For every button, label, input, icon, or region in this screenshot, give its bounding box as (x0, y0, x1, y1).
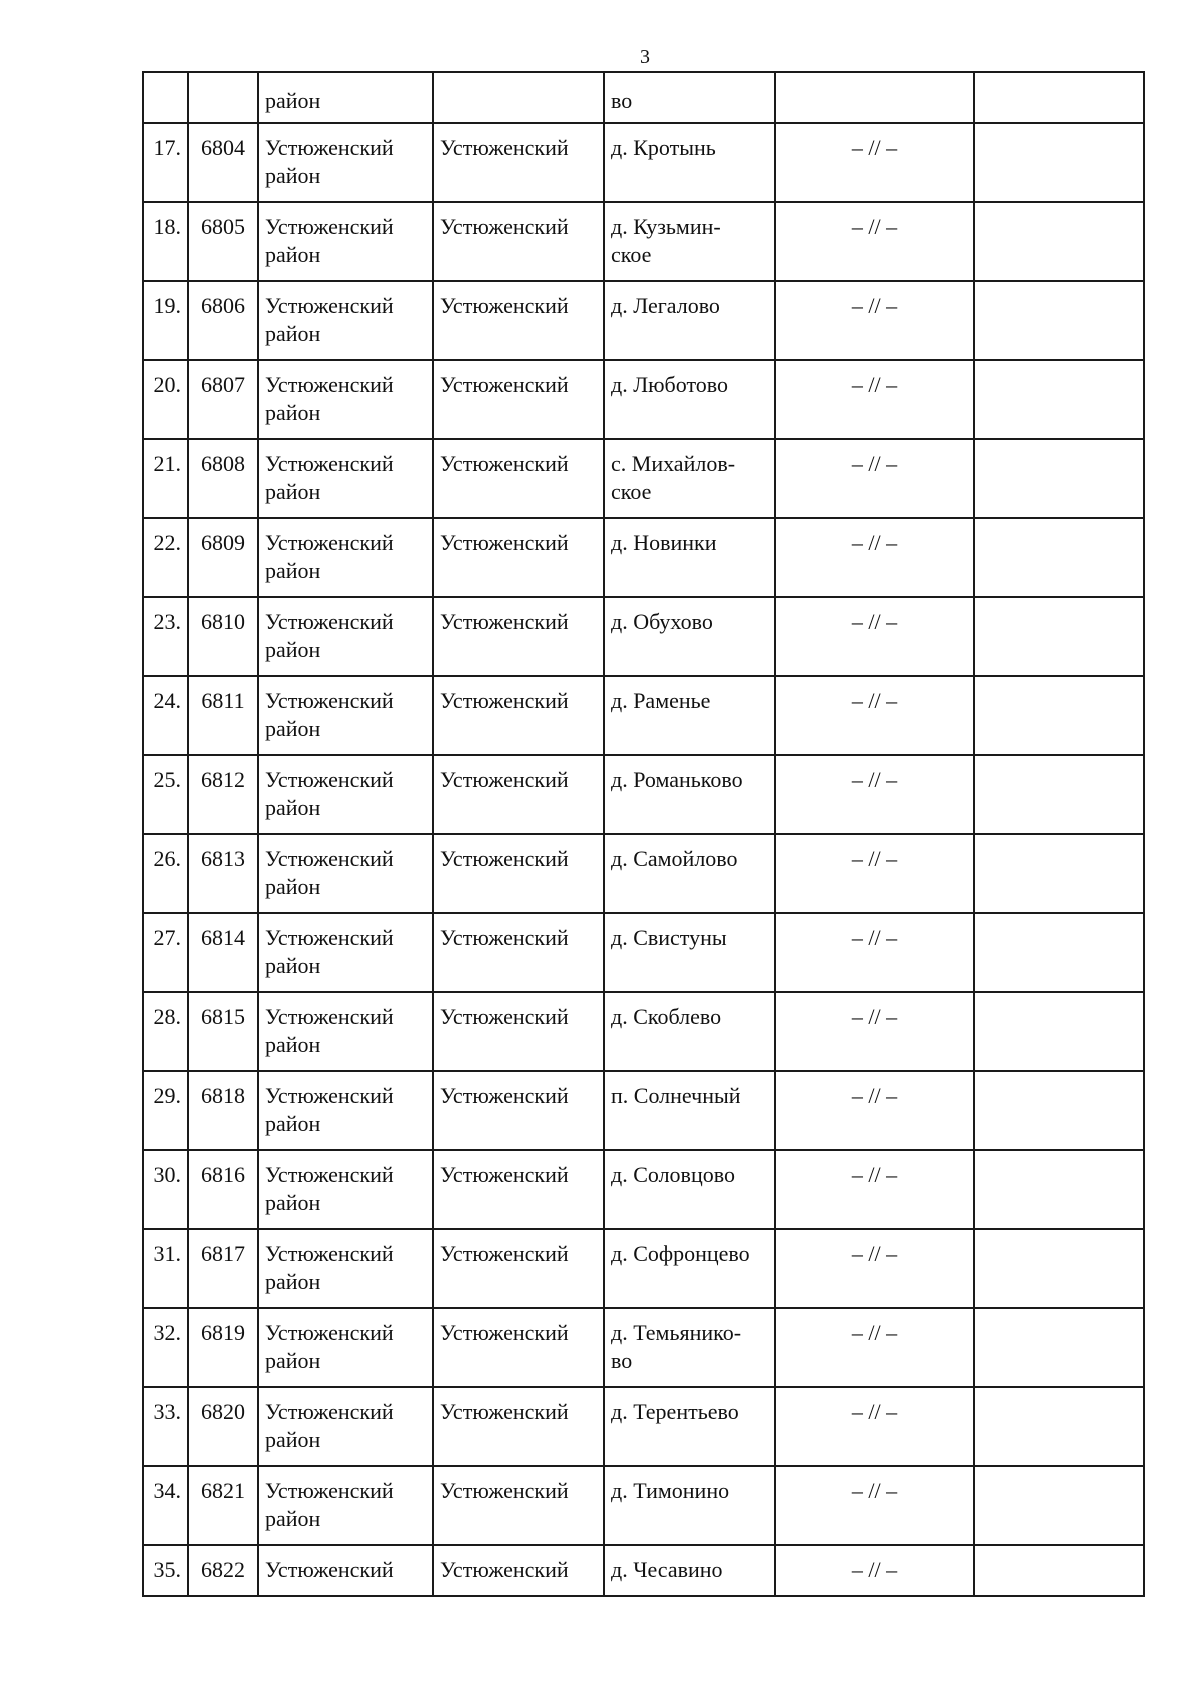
cell-note (974, 439, 1144, 518)
cell-locality-line: ское (611, 242, 652, 267)
cell-district-line: район (265, 321, 321, 346)
cell-district (258, 676, 433, 755)
cell-district-line: район (265, 1348, 321, 1373)
table-row (143, 439, 1144, 518)
continued-row (143, 72, 1144, 123)
cell-municipality: Устюженский (433, 1150, 604, 1229)
cell-locality (604, 281, 775, 360)
cell-locality (604, 360, 775, 439)
cell-district (258, 518, 433, 597)
cell-number: 24. (143, 676, 188, 755)
cell-number: 32. (143, 1308, 188, 1387)
cell-municipality: Устюженский (433, 597, 604, 676)
cell-locality (604, 1545, 775, 1596)
cell-district-line: район (265, 1506, 321, 1531)
cell-number: 18. (143, 202, 188, 281)
cell-district (258, 202, 433, 281)
cell-district-line: Устюженский (265, 530, 394, 555)
cell-locality-line: д. Свистуны (611, 925, 727, 950)
cell-district-line: район (265, 953, 321, 978)
cell-district (258, 281, 433, 360)
cell-note (974, 992, 1144, 1071)
cell-locality (604, 1387, 775, 1466)
cell-locality-line: д. Скоблево (611, 1004, 722, 1029)
table-row (143, 1150, 1144, 1229)
cell-district (258, 1308, 433, 1387)
cell-locality (604, 834, 775, 913)
table-row (143, 1387, 1144, 1466)
cell-note (974, 281, 1144, 360)
cell-municipality: Устюженский (433, 1466, 604, 1545)
cell-status: – // – (775, 1308, 974, 1387)
cell-code: 6810 (188, 597, 258, 676)
cell-locality-line: д. Темьянико- (611, 1320, 742, 1345)
cell-district-line: Устюженский (265, 767, 394, 792)
cell-number: 20. (143, 360, 188, 439)
table-row (143, 913, 1144, 992)
cell-district-line: Устюженский (265, 293, 394, 318)
cell-locality-line: п. Солнечный (611, 1083, 741, 1108)
cell-district-line: район (265, 242, 321, 267)
cell-municipality: Устюженский (433, 439, 604, 518)
cell-note (974, 202, 1144, 281)
cell-district-line: район (265, 1111, 321, 1136)
cell-code: 6808 (188, 439, 258, 518)
cell-locality-line: д. Самойлово (611, 846, 738, 871)
cell-code (188, 72, 258, 123)
settlements-table (142, 71, 1145, 1597)
cell-municipality: Устюженский (433, 202, 604, 281)
cell-note (974, 1545, 1144, 1596)
cell-note (974, 72, 1144, 123)
table-row (143, 123, 1144, 202)
cell-number: 27. (143, 913, 188, 992)
cell-code: 6818 (188, 1071, 258, 1150)
cell-number: 33. (143, 1387, 188, 1466)
cell-district (258, 755, 433, 834)
table-row (143, 518, 1144, 597)
cell-district-line: Устюженский (265, 451, 394, 476)
cell-district-line: Устюженский (265, 925, 394, 950)
cell-municipality: Устюженский (433, 676, 604, 755)
cell-note (974, 360, 1144, 439)
cell-locality-line: д. Кузьмин- (611, 214, 721, 239)
cell-district (258, 1545, 433, 1596)
cell-district (258, 597, 433, 676)
cell-district-line: район (265, 1427, 321, 1452)
cell-locality-line: д. Кротынь (611, 135, 716, 160)
cell-municipality: Устюженский (433, 1387, 604, 1466)
cell-locality (604, 1466, 775, 1545)
cell-district-line: Устюженский (265, 372, 394, 397)
cell-note (974, 913, 1144, 992)
cell-district-line: Устюженский (265, 1004, 394, 1029)
cell-note (974, 518, 1144, 597)
cell-note (974, 755, 1144, 834)
cell-status: – // – (775, 1071, 974, 1150)
cell-note (974, 597, 1144, 676)
cell-locality-line: д. Соловцово (611, 1162, 735, 1187)
cell-district-line: Устюженский (265, 1557, 394, 1582)
cell-number: 30. (143, 1150, 188, 1229)
table-row (143, 202, 1144, 281)
cell-locality (604, 755, 775, 834)
cell-district-line: район (265, 1269, 321, 1294)
table-row (143, 992, 1144, 1071)
cell-district-line: Устюженский (265, 1083, 394, 1108)
cell-code: 6806 (188, 281, 258, 360)
cell-district-line: район (265, 637, 321, 662)
cell-code: 6814 (188, 913, 258, 992)
cell-code: 6822 (188, 1545, 258, 1596)
cell-district: район (258, 72, 433, 123)
cell-district-line: Устюженский (265, 688, 394, 713)
cell-district-line: район (265, 1190, 321, 1215)
cell-municipality: Устюженский (433, 755, 604, 834)
cell-locality (604, 913, 775, 992)
cell-code: 6819 (188, 1308, 258, 1387)
cell-municipality: Устюженский (433, 518, 604, 597)
table-row (143, 1466, 1144, 1545)
cell-status: – // – (775, 1466, 974, 1545)
cell-status: – // – (775, 439, 974, 518)
cell-number: 19. (143, 281, 188, 360)
cell-code: 6821 (188, 1466, 258, 1545)
table-row (143, 834, 1144, 913)
cell-status: – // – (775, 1150, 974, 1229)
cell-locality-line: ское (611, 479, 652, 504)
cell-code: 6804 (188, 123, 258, 202)
cell-district-line: Устюженский (265, 1399, 394, 1424)
cell-municipality: Устюженский (433, 1545, 604, 1596)
cell-status: – // – (775, 1545, 974, 1596)
cell-status: – // – (775, 1387, 974, 1466)
cell-district-line: Устюженский (265, 609, 394, 634)
cell-locality (604, 676, 775, 755)
cell-number: 28. (143, 992, 188, 1071)
cell-locality-line: д. Тимонино (611, 1478, 730, 1503)
cell-number: 29. (143, 1071, 188, 1150)
cell-status: – // – (775, 834, 974, 913)
cell-code: 6805 (188, 202, 258, 281)
cell-number: 26. (143, 834, 188, 913)
table-row (143, 755, 1144, 834)
cell-locality (604, 992, 775, 1071)
cell-district-line: Устюженский (265, 135, 394, 160)
cell-code: 6809 (188, 518, 258, 597)
cell-locality-line: с. Михайлов- (611, 451, 736, 476)
cell-locality-line: д. Софронцево (611, 1241, 750, 1266)
cell-code: 6815 (188, 992, 258, 1071)
cell-district-line: Устюженский (265, 1478, 394, 1503)
cell-district (258, 1387, 433, 1466)
cell-municipality: Устюженский (433, 281, 604, 360)
cell-municipality: Устюженский (433, 834, 604, 913)
cell-district-line: район (265, 400, 321, 425)
cell-code: 6820 (188, 1387, 258, 1466)
cell-locality (604, 1308, 775, 1387)
cell-locality (604, 202, 775, 281)
table-row (143, 676, 1144, 755)
table-row (143, 1308, 1144, 1387)
cell-district (258, 1466, 433, 1545)
cell-code: 6816 (188, 1150, 258, 1229)
cell-number: 31. (143, 1229, 188, 1308)
cell-number: 25. (143, 755, 188, 834)
cell-status: – // – (775, 755, 974, 834)
cell-status: – // – (775, 123, 974, 202)
table-row (143, 1545, 1144, 1596)
cell-code: 6812 (188, 755, 258, 834)
cell-locality (604, 439, 775, 518)
cell-status: – // – (775, 202, 974, 281)
cell-district (258, 439, 433, 518)
cell-municipality: Устюженский (433, 123, 604, 202)
cell-code: 6813 (188, 834, 258, 913)
cell-locality (604, 518, 775, 597)
cell-number: 22. (143, 518, 188, 597)
cell-note (974, 1150, 1144, 1229)
cell-municipality: Устюженский (433, 1308, 604, 1387)
table-row (143, 1071, 1144, 1150)
cell-locality-line: во (611, 1348, 633, 1373)
table-row (143, 1229, 1144, 1308)
cell-district (258, 992, 433, 1071)
cell-district (258, 834, 433, 913)
cell-district-line: район (265, 716, 321, 741)
table-row (143, 597, 1144, 676)
cell-district (258, 1071, 433, 1150)
cell-district-line: Устюженский (265, 1320, 394, 1345)
cell-status: – // – (775, 360, 974, 439)
cell-district-line: Устюженский (265, 1241, 394, 1266)
cell-locality: во (604, 72, 775, 123)
cell-district-line: район (265, 163, 321, 188)
cell-status: – // – (775, 1229, 974, 1308)
cell-locality (604, 597, 775, 676)
cell-locality (604, 123, 775, 202)
cell-district (258, 1229, 433, 1308)
cell-code: 6807 (188, 360, 258, 439)
cell-note (974, 123, 1144, 202)
cell-district-line: район (265, 795, 321, 820)
cell-note (974, 1308, 1144, 1387)
cell-district-line: Устюженский (265, 846, 394, 871)
cell-locality (604, 1071, 775, 1150)
cell-district-line: район (265, 874, 321, 899)
cell-district (258, 913, 433, 992)
cell-status: – // – (775, 913, 974, 992)
cell-code: 6811 (188, 676, 258, 755)
cell-locality (604, 1150, 775, 1229)
cell-status: – // – (775, 676, 974, 755)
cell-code: 6817 (188, 1229, 258, 1308)
cell-number: 35. (143, 1545, 188, 1596)
cell-municipality (433, 72, 604, 123)
cell-locality-line: д. Чесавино (611, 1557, 723, 1582)
cell-locality-line: д. Люботово (611, 372, 729, 397)
cell-district (258, 1150, 433, 1229)
cell-locality-line: д. Легалово (611, 293, 720, 318)
cell-municipality: Устюженский (433, 360, 604, 439)
cell-note (974, 1387, 1144, 1466)
cell-note (974, 1466, 1144, 1545)
cell-note (974, 834, 1144, 913)
cell-district-line: Устюженский (265, 214, 394, 239)
cell-district-line: район (265, 1032, 321, 1057)
cell-number: 23. (143, 597, 188, 676)
cell-district-line: район (265, 558, 321, 583)
cell-note (974, 1229, 1144, 1308)
cell-municipality: Устюженский (433, 992, 604, 1071)
cell-district-line: район (265, 479, 321, 504)
cell-district-line: Устюженский (265, 1162, 394, 1187)
table-row (143, 360, 1144, 439)
cell-locality (604, 1229, 775, 1308)
cell-status: – // – (775, 597, 974, 676)
cell-status: – // – (775, 992, 974, 1071)
cell-district (258, 360, 433, 439)
cell-number: 34. (143, 1466, 188, 1545)
cell-note (974, 676, 1144, 755)
cell-municipality: Устюженский (433, 1229, 604, 1308)
cell-number (143, 72, 188, 123)
table-body (143, 72, 1144, 1596)
cell-status (775, 72, 974, 123)
cell-municipality: Устюженский (433, 913, 604, 992)
cell-locality-line: д. Раменье (611, 688, 711, 713)
cell-locality-line: д. Терентьево (611, 1399, 739, 1424)
cell-note (974, 1071, 1144, 1150)
cell-district (258, 123, 433, 202)
cell-number: 21. (143, 439, 188, 518)
table-row (143, 281, 1144, 360)
cell-locality-line: д. Новинки (611, 530, 717, 555)
cell-locality-line: д. Романьково (611, 767, 743, 792)
cell-number: 17. (143, 123, 188, 202)
cell-locality-line: д. Обухово (611, 609, 713, 634)
cell-status: – // – (775, 281, 974, 360)
cell-status: – // – (775, 518, 974, 597)
cell-municipality: Устюженский (433, 1071, 604, 1150)
page-number: 3 (640, 46, 650, 68)
